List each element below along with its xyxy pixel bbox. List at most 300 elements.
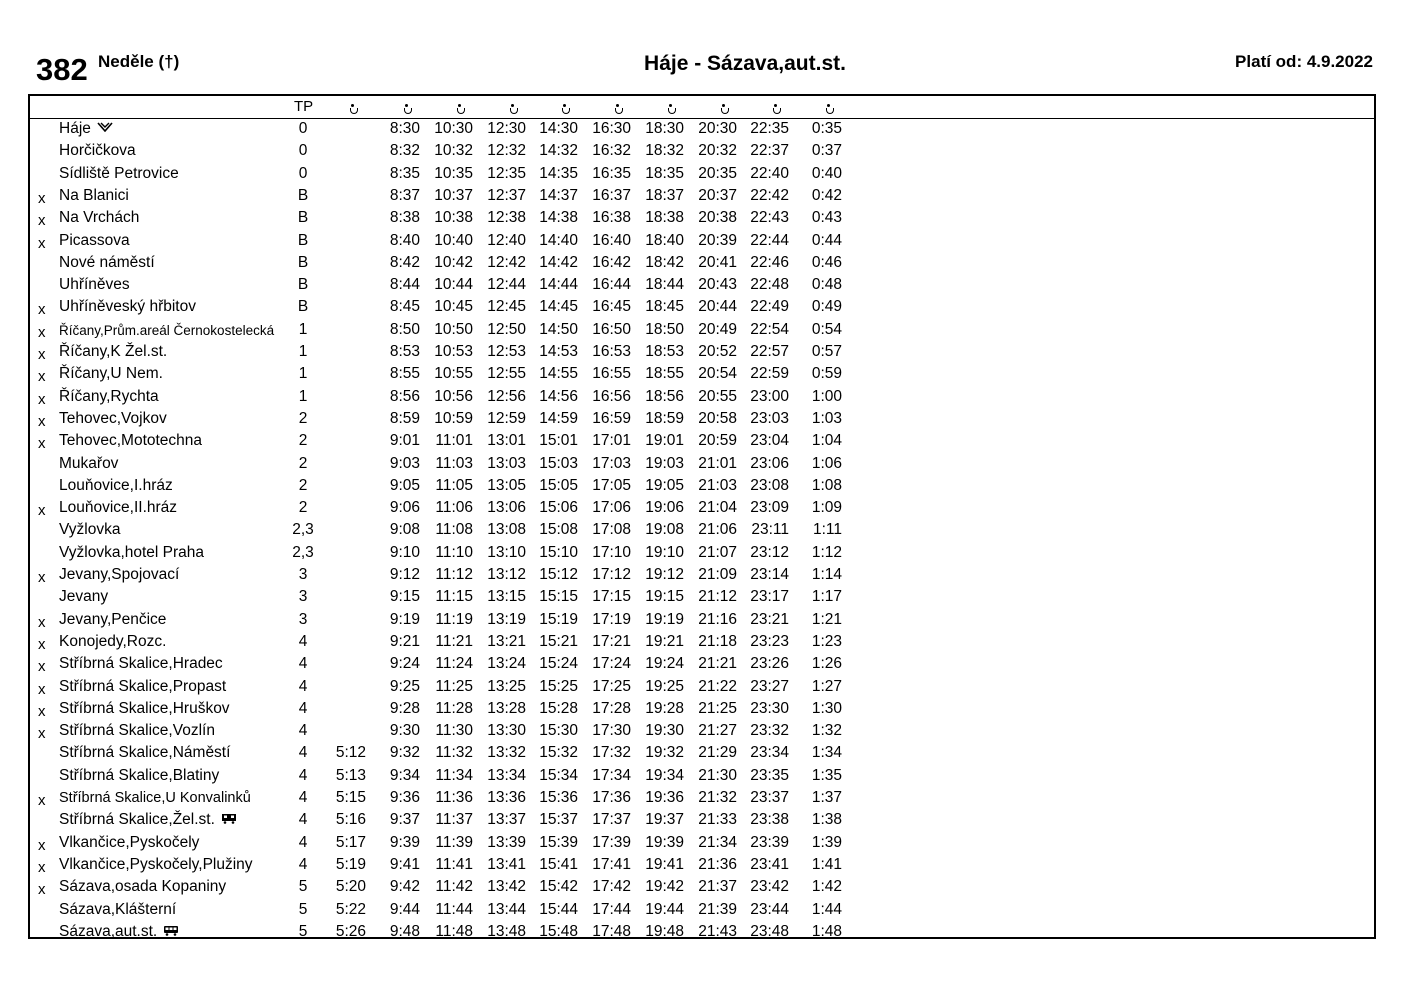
departure-time: 17:30 xyxy=(592,722,631,740)
departure-time: 13:41 xyxy=(487,855,526,873)
departure-time: 1:03 xyxy=(811,409,842,427)
departure-time: 19:19 xyxy=(645,610,684,628)
tariff-zone: 0 xyxy=(298,164,308,182)
stop-name: Uhříněves xyxy=(59,276,130,294)
departure-time: 19:42 xyxy=(645,878,684,896)
stop-name: Picassova xyxy=(59,231,130,249)
departure-time: 18:55 xyxy=(645,365,684,383)
departure-time: 0:43 xyxy=(811,209,842,227)
departure-time: 12:42 xyxy=(487,253,526,271)
departure-time: 13:37 xyxy=(487,811,526,829)
request-stop-marker: x xyxy=(38,635,46,653)
table-row xyxy=(30,410,1374,432)
departure-time: 22:49 xyxy=(750,298,789,316)
departure-time: 13:48 xyxy=(487,922,526,940)
service-day: Neděle (†) xyxy=(98,52,180,71)
stop-name: Stříbrná Skalice,Vozlín xyxy=(59,722,215,740)
train-icon xyxy=(221,811,237,829)
tariff-zone: 4 xyxy=(298,722,308,740)
departure-time: 20:30 xyxy=(698,120,737,137)
departure-time: 23:38 xyxy=(750,811,789,829)
table-row xyxy=(30,432,1374,454)
table-row xyxy=(30,744,1374,766)
departure-time: 21:37 xyxy=(698,878,737,896)
tariff-zone: B xyxy=(297,253,309,271)
departure-time: 13:36 xyxy=(487,789,526,806)
stop-name: Vyžlovka xyxy=(59,521,121,539)
departure-time: 23:04 xyxy=(750,432,789,450)
departure-time: 18:53 xyxy=(645,343,684,360)
departure-time: 21:04 xyxy=(698,499,737,517)
tariff-zone: 3 xyxy=(298,588,308,606)
departure-time: 19:41 xyxy=(645,855,684,873)
departure-time: 21:30 xyxy=(698,766,737,784)
stop-name: Nové náměstí xyxy=(59,253,155,271)
departure-time: 18:32 xyxy=(645,142,684,160)
departure-time: 11:15 xyxy=(435,588,473,606)
tariff-zone: 2 xyxy=(298,409,308,427)
tariff-zone: 4 xyxy=(298,833,308,851)
departure-time: 22:44 xyxy=(750,231,789,249)
tariff-zone: 4 xyxy=(298,855,308,873)
departure-time: 8:40 xyxy=(389,231,420,249)
departure-time: 9:03 xyxy=(389,454,420,472)
departure-time: 18:45 xyxy=(645,298,684,316)
departure-time: 9:34 xyxy=(389,766,420,784)
departure-time: 1:27 xyxy=(811,677,842,695)
departure-time: 18:38 xyxy=(645,209,684,227)
departure-time: 14:59 xyxy=(539,409,578,427)
departure-time: 11:25 xyxy=(435,677,473,695)
departure-time: 23:30 xyxy=(750,699,789,717)
departure-time: 21:33 xyxy=(698,811,737,829)
tariff-zone: 0 xyxy=(298,120,308,137)
departure-time: 8:38 xyxy=(389,209,420,227)
departure-time: 21:09 xyxy=(698,566,737,583)
departure-time: 1:11 xyxy=(812,521,842,539)
stop-name: Jevany,Penčice xyxy=(59,610,167,628)
stop-name: Na Blanici xyxy=(59,186,129,204)
departure-time: 9:48 xyxy=(389,922,420,940)
departure-time: 21:29 xyxy=(698,744,737,762)
departure-time: 17:48 xyxy=(592,922,631,940)
departure-time: 13:06 xyxy=(487,499,526,517)
departure-time: 19:05 xyxy=(645,476,684,494)
departure-time: 9:19 xyxy=(389,610,420,628)
departure-time: 12:32 xyxy=(487,142,526,160)
departure-time: 16:44 xyxy=(592,276,631,294)
departure-time: 5:26 xyxy=(335,922,366,940)
departure-time: 20:55 xyxy=(698,387,737,405)
wheelchair-icon xyxy=(721,102,729,119)
request-stop-marker: x xyxy=(38,301,46,319)
request-stop-marker: x xyxy=(38,390,46,408)
wheelchair-icon xyxy=(615,102,623,119)
departure-time: 1:09 xyxy=(811,499,842,517)
departure-time: 18:44 xyxy=(645,276,684,294)
departure-time: 19:44 xyxy=(645,900,684,918)
departure-time: 14:56 xyxy=(539,387,578,405)
table-row xyxy=(30,856,1374,878)
departure-time: 0:54 xyxy=(811,320,842,338)
departure-time: 16:30 xyxy=(592,120,631,137)
departure-time: 19:39 xyxy=(645,833,684,851)
departure-time: 23:35 xyxy=(750,766,789,784)
departure-time: 9:25 xyxy=(389,677,420,695)
departure-time: 21:03 xyxy=(698,476,737,494)
table-row xyxy=(30,276,1374,298)
departure-time: 17:44 xyxy=(592,900,631,918)
departure-time: 16:37 xyxy=(592,186,631,204)
departure-time: 9:12 xyxy=(389,566,420,583)
departure-time: 22:46 xyxy=(750,253,789,271)
departure-time: 21:27 xyxy=(698,722,737,740)
wheelchair-icon xyxy=(510,102,518,119)
table-row xyxy=(30,901,1374,923)
table-row xyxy=(30,655,1374,677)
departure-time: 19:36 xyxy=(645,789,684,806)
departure-time: 11:03 xyxy=(435,454,473,472)
wheelchair-icon xyxy=(457,102,465,119)
departure-time: 19:32 xyxy=(645,744,684,762)
departure-time: 14:55 xyxy=(539,365,578,383)
departure-time: 11:01 xyxy=(435,432,473,450)
departure-time: 0:46 xyxy=(811,253,842,271)
departure-time: 14:30 xyxy=(539,120,578,137)
metro-icon xyxy=(97,122,113,135)
departure-time: 17:08 xyxy=(592,521,631,539)
stop-name: Mukařov xyxy=(59,454,119,472)
departure-time: 10:55 xyxy=(434,365,473,383)
departure-time: 1:39 xyxy=(811,833,842,851)
departure-time: 20:52 xyxy=(698,343,737,360)
departure-time: 15:15 xyxy=(539,588,578,606)
tariff-zone: 0 xyxy=(298,142,308,160)
departure-time: 8:30 xyxy=(389,120,420,137)
departure-time: 23:39 xyxy=(750,833,789,851)
departure-time: 18:42 xyxy=(645,253,684,271)
departure-time: 17:05 xyxy=(592,476,631,494)
departure-time: 19:48 xyxy=(645,922,684,940)
departure-time: 13:12 xyxy=(487,566,526,583)
departure-time: 8:56 xyxy=(389,387,420,405)
tariff-zone: 4 xyxy=(298,766,308,784)
departure-time: 17:10 xyxy=(592,543,631,561)
departure-time: 19:15 xyxy=(645,588,684,606)
table-row xyxy=(30,298,1374,320)
departure-time: 22:35 xyxy=(750,120,789,137)
departure-time: 0:59 xyxy=(811,365,842,383)
departure-time: 8:44 xyxy=(389,276,420,294)
departure-time: 21:36 xyxy=(698,855,737,873)
departure-time: 21:34 xyxy=(698,833,737,851)
departure-time: 22:59 xyxy=(750,365,789,383)
departure-time: 17:41 xyxy=(592,855,631,873)
departure-time: 13:32 xyxy=(487,744,526,762)
departure-time: 22:43 xyxy=(750,209,789,227)
departure-time: 11:44 xyxy=(435,900,473,918)
request-stop-marker: x xyxy=(38,502,46,520)
departure-time: 18:40 xyxy=(645,231,684,249)
departure-time: 11:39 xyxy=(435,833,473,851)
wheelchair-icon xyxy=(562,102,570,119)
line-number: 382 xyxy=(36,52,88,87)
departure-time: 14:40 xyxy=(539,231,578,249)
stop-name: Jevany xyxy=(59,588,109,606)
departure-time: 15:24 xyxy=(539,655,578,673)
departure-time: 14:35 xyxy=(539,164,578,182)
tariff-zone: B xyxy=(297,231,309,249)
departure-time: 0:44 xyxy=(811,231,842,249)
stop-name: Sázava,aut.st. xyxy=(59,923,179,941)
departure-time: 10:30 xyxy=(434,120,473,137)
departure-time: 10:56 xyxy=(434,387,473,405)
table-row xyxy=(30,611,1374,633)
departure-time: 22:42 xyxy=(750,186,789,204)
tariff-zone: B xyxy=(297,186,309,204)
departure-time: 20:35 xyxy=(698,164,737,182)
departure-time: 9:08 xyxy=(389,521,420,539)
departure-time: 19:08 xyxy=(645,521,684,539)
table-row xyxy=(30,521,1374,543)
departure-time: 21:22 xyxy=(698,677,737,695)
table-row xyxy=(30,254,1374,276)
request-stop-marker: x xyxy=(38,702,46,720)
table-row xyxy=(30,923,1374,945)
departure-time: 13:44 xyxy=(487,900,526,918)
departure-time: 22:40 xyxy=(750,164,789,182)
bus-icon xyxy=(163,923,179,941)
departure-time: 17:37 xyxy=(592,811,631,829)
departure-time: 20:32 xyxy=(698,142,737,160)
departure-time: 9:15 xyxy=(389,588,420,606)
table-row xyxy=(30,120,1374,142)
departure-time: 13:39 xyxy=(487,833,526,851)
departure-time: 11:28 xyxy=(435,699,473,717)
stop-name: Tehovec,Mototechna xyxy=(59,432,203,450)
departure-time: 11:08 xyxy=(435,521,473,539)
request-stop-marker: x xyxy=(38,658,46,676)
departure-time: 15:32 xyxy=(539,744,578,762)
departure-time: 23:21 xyxy=(750,610,789,628)
departure-time: 9:21 xyxy=(389,632,420,650)
tariff-zone: 4 xyxy=(298,655,308,673)
departure-time: 1:32 xyxy=(811,722,842,740)
tariff-zone: 2,3 xyxy=(292,543,314,561)
departure-time: 9:30 xyxy=(389,722,420,740)
departure-time: 8:53 xyxy=(389,343,420,360)
departure-time: 23:27 xyxy=(750,677,789,695)
request-stop-marker: x xyxy=(38,792,46,809)
departure-time: 8:42 xyxy=(389,253,420,271)
departure-time: 9:32 xyxy=(389,744,420,762)
tariff-zone: 5 xyxy=(298,900,308,918)
departure-time: 12:59 xyxy=(487,409,526,427)
departure-time: 10:50 xyxy=(434,320,473,338)
stop-name: Uhříněveský hřbitov xyxy=(59,298,196,316)
departure-time: 11:06 xyxy=(435,499,473,517)
departure-time: 20:38 xyxy=(698,209,737,227)
departure-time: 22:57 xyxy=(750,343,789,360)
departure-time: 0:37 xyxy=(811,142,842,160)
tariff-zone: 1 xyxy=(298,365,308,383)
departure-time: 1:14 xyxy=(811,566,842,583)
request-stop-marker: x xyxy=(38,212,46,230)
departure-time: 16:53 xyxy=(592,343,631,360)
request-stop-marker: x xyxy=(38,836,46,854)
departure-time: 15:10 xyxy=(539,543,578,561)
departure-time: 23:32 xyxy=(750,722,789,740)
departure-time: 8:37 xyxy=(389,186,420,204)
departure-time: 16:59 xyxy=(592,409,631,427)
tariff-zone: 4 xyxy=(298,677,308,695)
departure-time: 9:44 xyxy=(389,900,420,918)
table-row xyxy=(30,633,1374,655)
table-row xyxy=(30,477,1374,499)
departure-time: 23:17 xyxy=(750,588,789,606)
departure-time: 10:45 xyxy=(434,298,473,316)
departure-time: 15:21 xyxy=(539,632,578,650)
request-stop-marker: x xyxy=(38,613,46,631)
route-title: Háje - Sázava,aut.st. xyxy=(644,52,846,75)
departure-time: 10:53 xyxy=(434,343,473,360)
table-row xyxy=(30,388,1374,410)
departure-time: 16:35 xyxy=(592,164,631,182)
departure-time: 0:48 xyxy=(811,276,842,294)
departure-time: 1:37 xyxy=(811,789,842,806)
departure-time: 1:26 xyxy=(811,655,842,673)
departure-time: 22:37 xyxy=(750,142,789,160)
departure-time: 15:48 xyxy=(539,922,578,940)
departure-time: 15:03 xyxy=(539,454,578,472)
departure-time: 23:41 xyxy=(750,855,789,873)
stop-name: Stříbrná Skalice,U Konvalinků xyxy=(59,790,251,806)
departure-time: 15:37 xyxy=(539,811,578,829)
departure-time: 9:10 xyxy=(389,543,420,561)
departure-time: 12:30 xyxy=(487,120,526,137)
departure-time: 20:41 xyxy=(698,253,737,271)
departure-time: 20:37 xyxy=(698,186,737,204)
departure-time: 11:21 xyxy=(435,632,473,650)
departure-time: 11:19 xyxy=(435,610,473,628)
tariff-zone: 4 xyxy=(298,632,308,650)
departure-time: 15:44 xyxy=(539,900,578,918)
departure-time: 5:22 xyxy=(335,900,366,918)
departure-time: 15:41 xyxy=(539,855,578,873)
departure-time: 21:39 xyxy=(698,900,737,918)
tp-column-header: TP xyxy=(294,98,314,115)
departure-time: 21:01 xyxy=(698,454,737,472)
departure-time: 16:56 xyxy=(592,387,631,405)
departure-time: 1:21 xyxy=(811,610,842,628)
departure-time: 8:55 xyxy=(389,365,420,383)
stop-name: Sázava,Klášterní xyxy=(59,900,177,918)
departure-time: 23:44 xyxy=(750,900,789,918)
departure-time: 20:54 xyxy=(698,365,737,383)
departure-time: 17:01 xyxy=(592,432,631,450)
departure-time: 16:38 xyxy=(592,209,631,227)
tariff-zone: 5 xyxy=(298,878,308,896)
departure-time: 11:30 xyxy=(435,722,473,740)
departure-time: 15:30 xyxy=(539,722,578,740)
departure-time: 0:42 xyxy=(811,186,842,204)
departure-time: 12:44 xyxy=(487,276,526,294)
request-stop-marker: x xyxy=(38,725,46,743)
stop-name: Jevany,Spojovací xyxy=(59,566,180,583)
tariff-zone: 4 xyxy=(298,811,308,829)
departure-time: 20:39 xyxy=(698,231,737,249)
departure-time: 17:24 xyxy=(592,655,631,673)
departure-time: 19:25 xyxy=(645,677,684,695)
tariff-zone: 4 xyxy=(298,699,308,717)
departure-time: 1:44 xyxy=(811,900,842,918)
table-row xyxy=(30,544,1374,566)
departure-time: 23:03 xyxy=(750,409,789,427)
departure-time: 17:32 xyxy=(592,744,631,762)
stop-name: Stříbrná Skalice,Žel.st. xyxy=(59,811,237,829)
departure-time: 15:42 xyxy=(539,878,578,896)
departure-time: 18:35 xyxy=(645,164,684,182)
departure-time: 15:06 xyxy=(539,499,578,517)
departure-time: 11:48 xyxy=(435,922,473,940)
departure-time: 5:15 xyxy=(335,789,366,806)
departure-time: 1:08 xyxy=(811,476,842,494)
departure-time: 17:34 xyxy=(592,766,631,784)
departure-time: 12:55 xyxy=(487,365,526,383)
stop-name: Louňovice,II.hráz xyxy=(59,499,178,517)
departure-time: 10:59 xyxy=(434,409,473,427)
departure-time: 11:24 xyxy=(435,655,473,673)
departure-time: 20:59 xyxy=(698,432,737,450)
departure-time: 12:53 xyxy=(487,343,526,360)
departure-time: 1:38 xyxy=(811,811,842,829)
departure-time: 12:38 xyxy=(487,209,526,227)
stop-name: Říčany,Prům.areál Černokostelecká xyxy=(59,322,275,338)
departure-time: 16:32 xyxy=(592,142,631,160)
departure-time: 14:42 xyxy=(539,253,578,271)
departure-time: 10:32 xyxy=(434,142,473,160)
departure-time: 13:05 xyxy=(487,476,526,494)
departure-time: 10:38 xyxy=(434,209,473,227)
departure-time: 12:50 xyxy=(487,320,526,338)
tariff-zone: B xyxy=(297,298,309,316)
stop-name: Stříbrná Skalice,Hruškov xyxy=(59,699,230,717)
departure-time: 20:44 xyxy=(698,298,737,316)
departure-time: 15:01 xyxy=(539,432,578,450)
departure-time: 19:03 xyxy=(645,454,684,472)
departure-time: 21:43 xyxy=(698,922,737,940)
departure-time: 23:08 xyxy=(750,476,789,494)
table-row xyxy=(30,142,1374,164)
departure-time: 21:07 xyxy=(698,543,737,561)
tariff-zone: 4 xyxy=(298,789,308,806)
departure-time: 1:17 xyxy=(811,588,842,606)
departure-time: 8:35 xyxy=(389,164,420,182)
departure-time: 9:36 xyxy=(389,789,420,806)
departure-time: 16:40 xyxy=(592,231,631,249)
departure-time: 18:56 xyxy=(645,387,684,405)
departure-time: 11:42 xyxy=(435,878,473,896)
departure-time: 22:54 xyxy=(750,320,789,338)
departure-time: 20:49 xyxy=(698,320,737,338)
departure-time: 19:24 xyxy=(645,655,684,673)
departure-time: 23:12 xyxy=(750,543,789,561)
departure-time: 13:28 xyxy=(487,699,526,717)
departure-time: 18:50 xyxy=(645,320,684,338)
departure-time: 11:34 xyxy=(435,766,473,784)
departure-time: 23:09 xyxy=(750,499,789,517)
departure-time: 5:20 xyxy=(335,878,366,896)
